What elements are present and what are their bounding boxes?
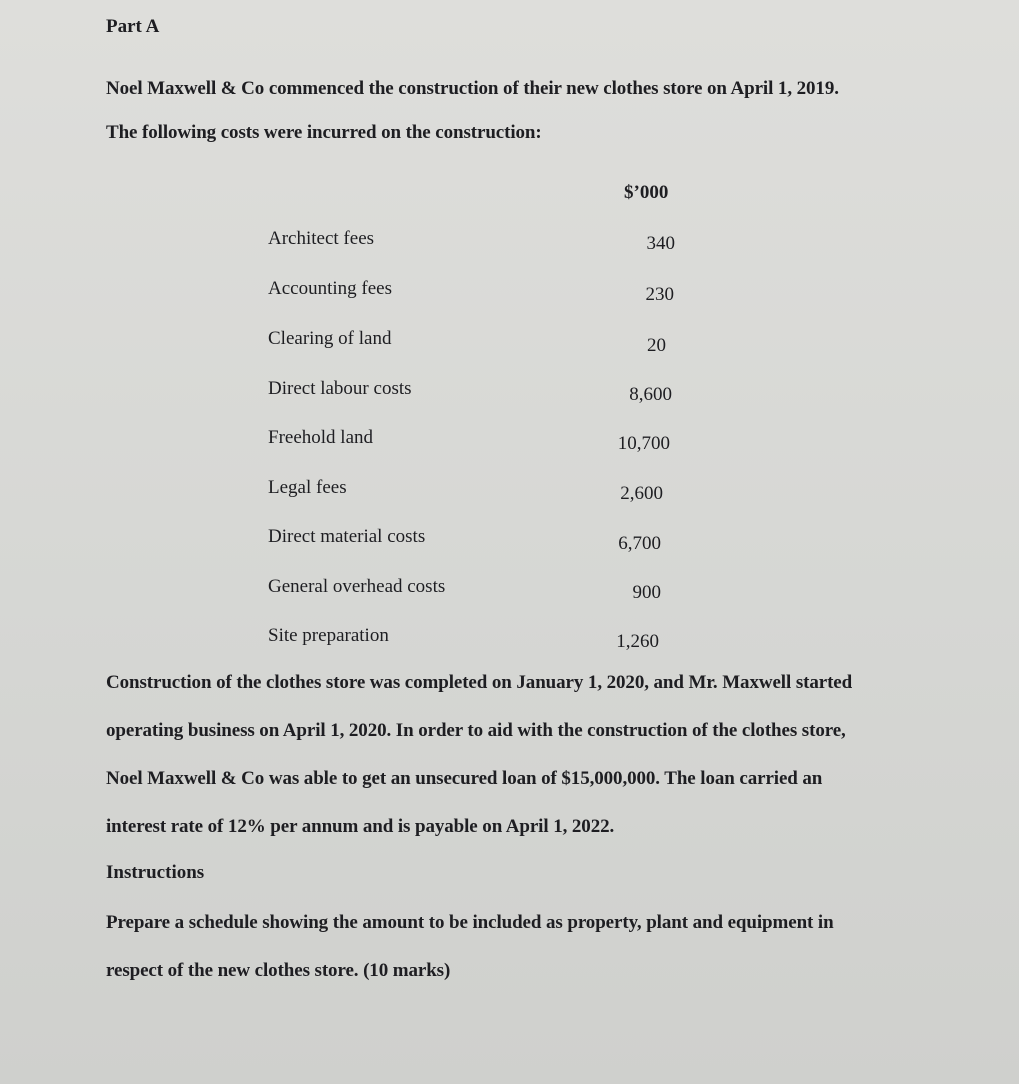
cost-item-value: 10,700 xyxy=(617,433,670,454)
cost-item-value: 6,700 xyxy=(618,533,661,554)
intro-line-2: The following costs were incurred on the construction: xyxy=(106,122,542,143)
cost-item-value: 900 xyxy=(632,582,661,603)
cost-item-label: Clearing of land xyxy=(268,328,392,349)
cost-item-label: Architect fees xyxy=(268,228,375,249)
cost-item-label: Direct material costs xyxy=(268,526,426,547)
cost-item-value: 2,600 xyxy=(620,483,663,504)
body-line-1: Construction of the clothes store was completed on January 1, 2020, and Mr. Maxwell started xyxy=(106,672,853,693)
cost-item-value: 340 xyxy=(646,233,675,254)
intro-line-1: Noel Maxwell & Co commenced the construction of their new clothes store on April 1, 2019. xyxy=(106,78,839,99)
cost-item-label: Freehold land xyxy=(268,427,374,448)
instructions-line-2: respect of the new clothes store. (10 marks) xyxy=(106,960,451,981)
cost-item-label: General overhead costs xyxy=(268,576,446,597)
cost-item-label: Direct labour costs xyxy=(268,378,412,399)
body-line-2: operating business on April 1, 2020. In order to aid with the construction of the clothes store, xyxy=(106,720,846,741)
cost-column-header: $’000 xyxy=(624,182,669,203)
cost-item-label: Legal fees xyxy=(268,477,347,498)
cost-item-value: 20 xyxy=(647,335,666,356)
instructions-heading: Instructions xyxy=(106,862,205,883)
cost-item-value: 230 xyxy=(645,284,674,305)
cost-item-label: Site preparation xyxy=(268,625,389,646)
body-line-3: Noel Maxwell & Co was able to get an unsecured loan of $15,000,000. The loan carried an xyxy=(106,768,823,789)
part-title: Part A xyxy=(106,16,160,37)
cost-item-value: 1,260 xyxy=(616,631,659,652)
cost-item-value: 8,600 xyxy=(629,384,672,405)
body-line-4: interest rate of 12% per annum and is payable on April 1, 2022. xyxy=(106,816,615,837)
cost-item-label: Accounting fees xyxy=(268,278,392,299)
instructions-line-1: Prepare a schedule showing the amount to be included as property, plant and equipment in xyxy=(106,912,834,933)
